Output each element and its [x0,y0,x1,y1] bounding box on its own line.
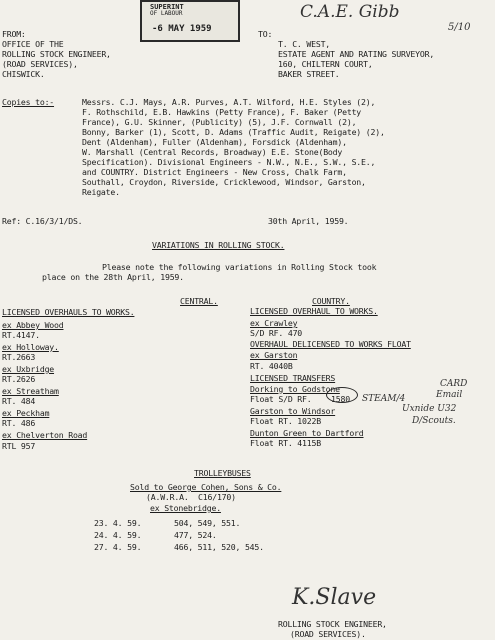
central-item-place: ex Chelverton Road [2,430,88,440]
country-subheading-3: LICENSED TRANSFERS [250,373,336,383]
copies-line: Reigate. [82,187,120,197]
trolleybus-origin: ex Stonebridge. [150,503,221,513]
stamp-date: -6 MAY 1959 [152,24,212,34]
trolleybus-sold-to: Sold to George Cohen, Sons & Co. [130,482,282,492]
country-crawley-code: S/D RF. 470 [250,328,303,338]
copies-line: France), G.U. Skinner, (Publicity) (5), J.F. Cornwall (2), [82,117,357,127]
country-crawley: ex Crawley [250,318,298,328]
stamp-line-2: OF LABOUR [150,10,183,17]
from-line-1: OFFICE OF THE [2,39,64,49]
country-transfer-1-number: 1580 [331,394,350,404]
country-transfer-3-code: Float RT. 4115B [250,438,321,448]
trolleybus-row-date: 27. 4. 59. [94,542,142,552]
central-item-place: ex Holloway. [2,342,59,352]
copies-label: Copies to:- [2,97,55,107]
handwritten-initials: C.A.E. Gibb [300,2,400,22]
trolleybus-awra: (A.W.R.A. C16/170) [146,492,236,502]
copies-line: F. Rothschild, E.B. Hawkins (Petty France), F. Baker (Petty [82,107,362,117]
central-item-place: ex Abbey Wood [2,320,64,330]
trolleybus-heading: TROLLEYBUSES [194,468,251,478]
to-label: TO: [258,29,273,39]
handwritten-note: CARD [440,379,468,389]
stamp-line-1: SUPERINT [150,3,184,11]
central-item-code: RT.2663 [2,352,36,362]
handwritten-note: Uxnide U32 [402,404,457,414]
central-item-code: RT. 484 [2,396,36,406]
trolleybus-row-numbers: 466, 511, 520, 545. [174,542,264,552]
central-item-place: ex Uxbridge [2,364,55,374]
handwritten-note: STEAM/4 [362,394,406,404]
copies-line: Dent (Aldenham), Fuller (Aldenham), Forsdick (Aldenham), [82,137,347,147]
from-line-3: (ROAD SERVICES), [2,59,78,69]
country-transfer-3: Dunton Green to Dartford [250,428,364,438]
footer-line-1: ROLLING STOCK ENGINEER, [278,619,387,629]
from-line-2: ROLLING STOCK ENGINEER, [2,49,111,59]
central-item-code: RT.4147. [2,330,40,340]
copies-line: Southall, Croydon, Riverside, Cricklewood, Windsor, Garston, [82,177,366,187]
received-stamp [140,0,240,42]
intro-line-2: place on the 28th April, 1959. [42,272,184,282]
to-line-1: T. C. WEST, [278,39,331,49]
memo-date: 30th April, 1959. [268,216,349,226]
to-line-3: 160, CHILTERN COURT, [278,59,373,69]
reference: Ref: C.16/3/1/DS. [2,216,83,226]
copies-line: W. Marshall (Central Records, Broadway) E.E. Stone(Body [82,147,343,157]
to-line-4: BAKER STREET. [278,69,340,79]
footer-line-2: (ROAD SERVICES). [290,629,366,639]
central-item-code: RT. 486 [2,418,36,428]
handwritten-note: D/Scouts. [412,416,456,426]
central-item-place: ex Peckham [2,408,50,418]
country-heading: COUNTRY. [312,296,350,306]
country-transfer-1: Dorking to Godstone [250,384,340,394]
trolleybus-row-numbers: 477, 524. [174,530,217,540]
country-transfer-2: Garston to Windsor [250,406,336,416]
central-item-code: RT.2626 [2,374,36,384]
country-transfer-1-code: Float S/D RF. [250,394,312,404]
trolleybus-row-numbers: 504, 549, 551. [174,518,241,528]
signature: K.Slave [292,585,377,610]
copies-line: Messrs. C.J. Mays, A.R. Purves, A.T. Wilford, H.E. Styles (2), [82,97,376,107]
copies-line: Bonny, Barker (1), Scott, D. Adams (Traffic Audit, Reigate) (2), [82,127,385,137]
country-garston: ex Garston [250,350,298,360]
country-transfer-2-code: Float RT. 1022B [250,416,321,426]
central-item-place: ex Streatham [2,386,59,396]
country-subheading-1: LICENSED OVERHAUL TO WORKS. [250,306,378,316]
central-item-code: RTL 957 [2,441,36,451]
intro-line-1: Please note the following variations in Rolling Stock took [102,262,377,272]
country-garston-code: RT. 4040B [250,361,293,371]
trolleybus-row-date: 24. 4. 59. [94,530,142,540]
country-subheading-2: OVERHAUL DELICENSED TO WORKS FLOAT [250,339,411,349]
central-subheading: LICENSED OVERHAULS TO WORKS. [2,307,135,317]
memo-title: VARIATIONS IN ROLLING STOCK. [152,240,285,250]
trolleybus-row-date: 23. 4. 59. [94,518,142,528]
to-line-2: ESTATE AGENT AND RATING SURVEYOR, [278,49,435,59]
from-label: FROM: [2,29,26,39]
handwritten-note: Email [436,390,463,400]
central-heading: CENTRAL. [180,296,218,306]
handwritten-ref: 5/10 [448,22,471,33]
circled-number-mark [326,387,358,403]
from-line-4: CHISWICK. [2,69,45,79]
copies-line: and COUNTRY. District Engineers - New Cross, Chalk Farm, [82,167,347,177]
copies-line: Specification). Divisional Engineers - N.W., N.E., S.W., S.E., [82,157,376,167]
